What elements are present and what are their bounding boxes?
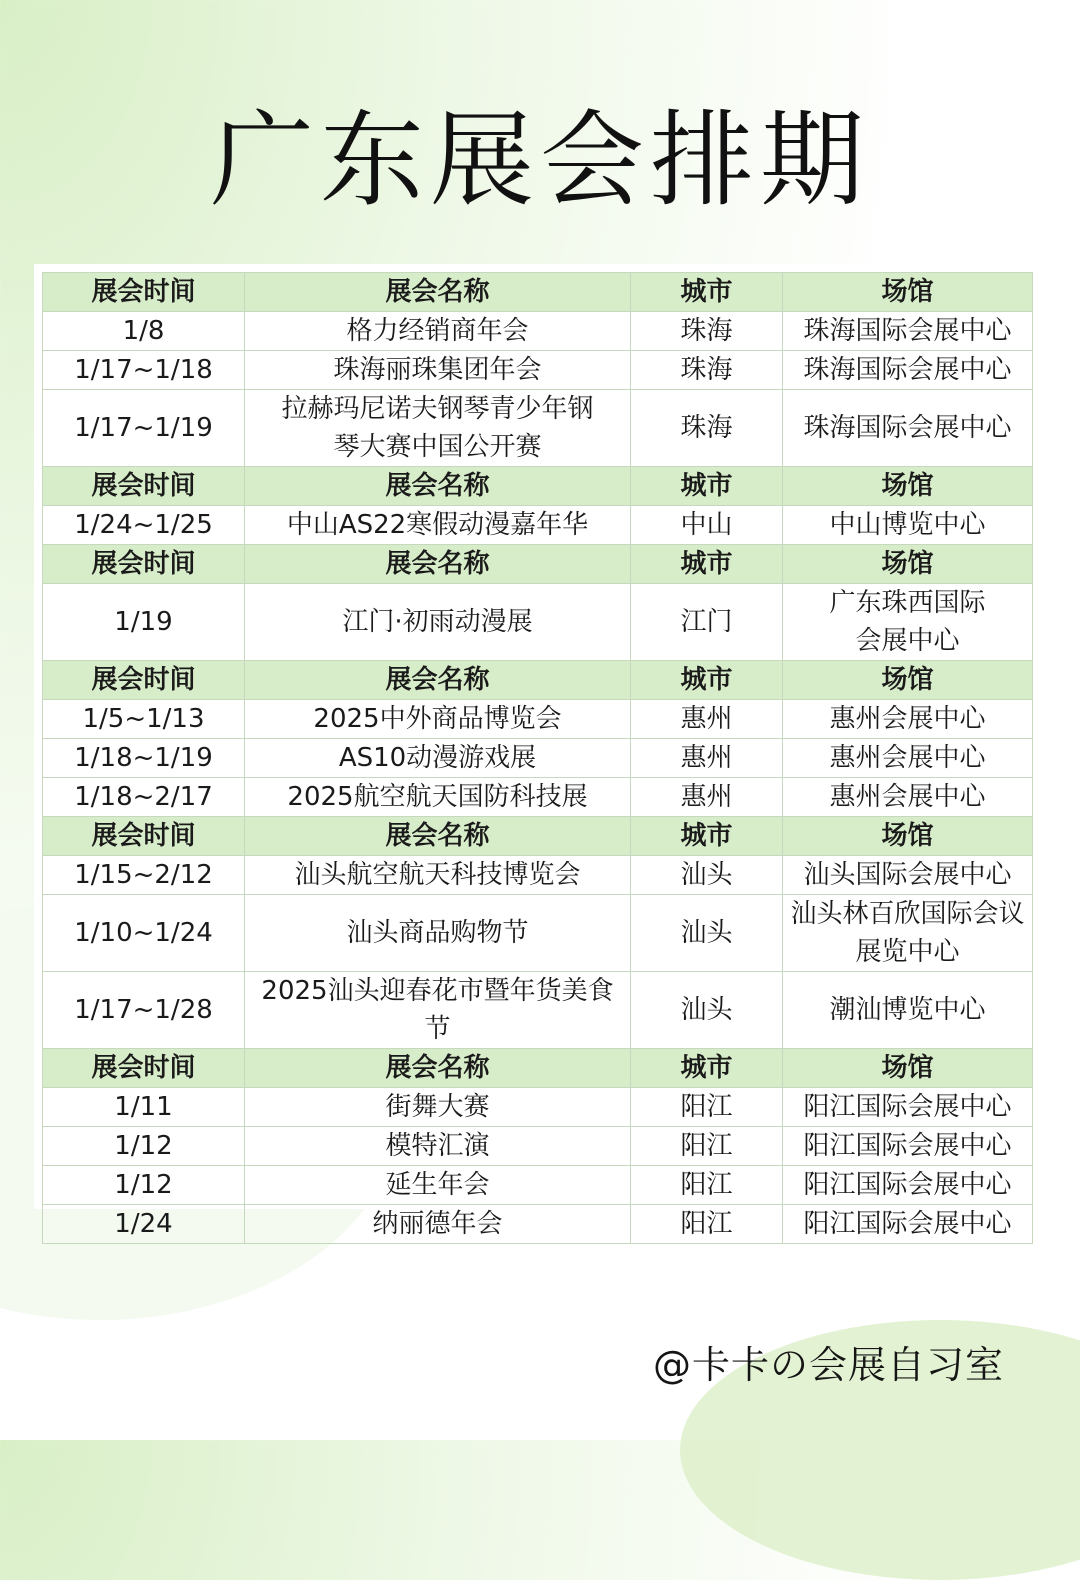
page-title: 广东展会排期 [209, 99, 870, 221]
cell-name: 珠海丽珠集团年会 [245, 351, 631, 390]
cell-city: 珠海 [631, 312, 783, 351]
cell-city: 惠州 [631, 739, 783, 778]
column-header: 城市 [631, 1049, 783, 1088]
table-row [43, 1205, 1033, 1244]
cell-time: 1/19 [43, 584, 245, 661]
column-header: 展会名称 [245, 545, 631, 584]
header-row [43, 467, 1033, 506]
column-header: 场馆 [783, 817, 1033, 856]
table-row [43, 972, 1033, 1049]
cell-time: 1/18~2/17 [43, 778, 245, 817]
cell-city: 阳江 [631, 1166, 783, 1205]
cell-time: 1/17~1/19 [43, 390, 245, 467]
cell-city: 珠海 [631, 351, 783, 390]
header-row [43, 661, 1033, 700]
cell-name: 拉赫玛尼诺夫钢琴青少年钢 琴大赛中国公开赛 [245, 390, 631, 467]
column-header: 场馆 [783, 1049, 1033, 1088]
column-header: 场馆 [783, 467, 1033, 506]
header-row [43, 545, 1033, 584]
cell-name: 江门·初雨动漫展 [245, 584, 631, 661]
table-row [43, 1127, 1033, 1166]
cell-city: 江门 [631, 584, 783, 661]
cell-venue: 惠州会展中心 [783, 778, 1033, 817]
cell-name: 延生年会 [245, 1166, 631, 1205]
cell-venue: 汕头国际会展中心 [783, 856, 1033, 895]
table-row [43, 778, 1033, 817]
table-row [43, 1088, 1033, 1127]
column-header: 城市 [631, 817, 783, 856]
cell-venue: 潮汕博览中心 [783, 972, 1033, 1049]
column-header: 城市 [631, 661, 783, 700]
column-header: 展会名称 [245, 1049, 631, 1088]
cell-venue: 珠海国际会展中心 [783, 390, 1033, 467]
cell-name: 汕头商品购物节 [245, 895, 631, 972]
cell-time: 1/17~1/18 [43, 351, 245, 390]
table-row [43, 584, 1033, 661]
cell-city: 阳江 [631, 1088, 783, 1127]
column-header: 展会时间 [43, 661, 245, 700]
schedule-sheet [34, 264, 1046, 1239]
cell-venue: 阳江国际会展中心 [783, 1127, 1033, 1166]
cell-name: 2025中外商品博览会 [245, 700, 631, 739]
cell-city: 汕头 [631, 972, 783, 1049]
table-row [43, 1166, 1033, 1205]
cell-venue: 广东珠西国际 会展中心 [783, 584, 1033, 661]
table-row [43, 390, 1033, 467]
cell-name: 中山AS22寒假动漫嘉年华 [245, 506, 631, 545]
cell-time: 1/15~2/12 [43, 856, 245, 895]
table-row [43, 856, 1033, 895]
cell-time: 1/24 [43, 1205, 245, 1244]
table-row [43, 700, 1033, 739]
cell-name: 纳丽德年会 [245, 1205, 631, 1244]
cell-name: AS10动漫游戏展 [245, 739, 631, 778]
cell-name: 汕头航空航天科技博览会 [245, 856, 631, 895]
column-header: 展会时间 [43, 273, 245, 312]
cell-time: 1/11 [43, 1088, 245, 1127]
cell-city: 汕头 [631, 856, 783, 895]
header-row [43, 1049, 1033, 1088]
cell-time: 1/12 [43, 1166, 245, 1205]
column-header: 城市 [631, 545, 783, 584]
cell-city: 珠海 [631, 390, 783, 467]
cell-venue: 惠州会展中心 [783, 700, 1033, 739]
cell-time: 1/17~1/28 [43, 972, 245, 1049]
cell-name: 街舞大赛 [245, 1088, 631, 1127]
column-header: 城市 [631, 273, 783, 312]
cell-city: 惠州 [631, 700, 783, 739]
schedule-table [42, 272, 1033, 1244]
cell-venue: 中山博览中心 [783, 506, 1033, 545]
table-row [43, 312, 1033, 351]
column-header: 展会时间 [43, 1049, 245, 1088]
cell-city: 阳江 [631, 1205, 783, 1244]
column-header: 展会时间 [43, 817, 245, 856]
column-header: 展会名称 [245, 661, 631, 700]
column-header: 城市 [631, 467, 783, 506]
column-header: 展会时间 [43, 545, 245, 584]
cell-venue: 阳江国际会展中心 [783, 1205, 1033, 1244]
column-header: 展会名称 [245, 467, 631, 506]
cell-time: 1/5~1/13 [43, 700, 245, 739]
cell-city: 阳江 [631, 1127, 783, 1166]
column-header: 场馆 [783, 545, 1033, 584]
cell-venue: 汕头林百欣国际会议 展览中心 [783, 895, 1033, 972]
cell-time: 1/8 [43, 312, 245, 351]
column-header: 展会名称 [245, 273, 631, 312]
cell-name: 格力经销商年会 [245, 312, 631, 351]
table-row [43, 895, 1033, 972]
cell-time: 1/18~1/19 [43, 739, 245, 778]
cell-venue: 珠海国际会展中心 [783, 312, 1033, 351]
cell-name: 2025航空航天国防科技展 [245, 778, 631, 817]
cell-venue: 珠海国际会展中心 [783, 351, 1033, 390]
column-header: 展会名称 [245, 817, 631, 856]
column-header: 展会时间 [43, 467, 245, 506]
cell-name: 2025汕头迎春花市暨年货美食节 [245, 972, 631, 1049]
cell-venue: 阳江国际会展中心 [783, 1166, 1033, 1205]
cell-time: 1/12 [43, 1127, 245, 1166]
cell-name: 模特汇演 [245, 1127, 631, 1166]
header-row [43, 817, 1033, 856]
table-row [43, 506, 1033, 545]
cell-city: 中山 [631, 506, 783, 545]
author-credit: @卡卡の会展自习室 [652, 1343, 1004, 1387]
cell-city: 汕头 [631, 895, 783, 972]
column-header: 场馆 [783, 273, 1033, 312]
cell-time: 1/10~1/24 [43, 895, 245, 972]
cell-city: 惠州 [631, 778, 783, 817]
table-row [43, 739, 1033, 778]
cell-venue: 惠州会展中心 [783, 739, 1033, 778]
cell-venue: 阳江国际会展中心 [783, 1088, 1033, 1127]
column-header: 场馆 [783, 661, 1033, 700]
table-row [43, 351, 1033, 390]
header-row [43, 273, 1033, 312]
cell-time: 1/24~1/25 [43, 506, 245, 545]
